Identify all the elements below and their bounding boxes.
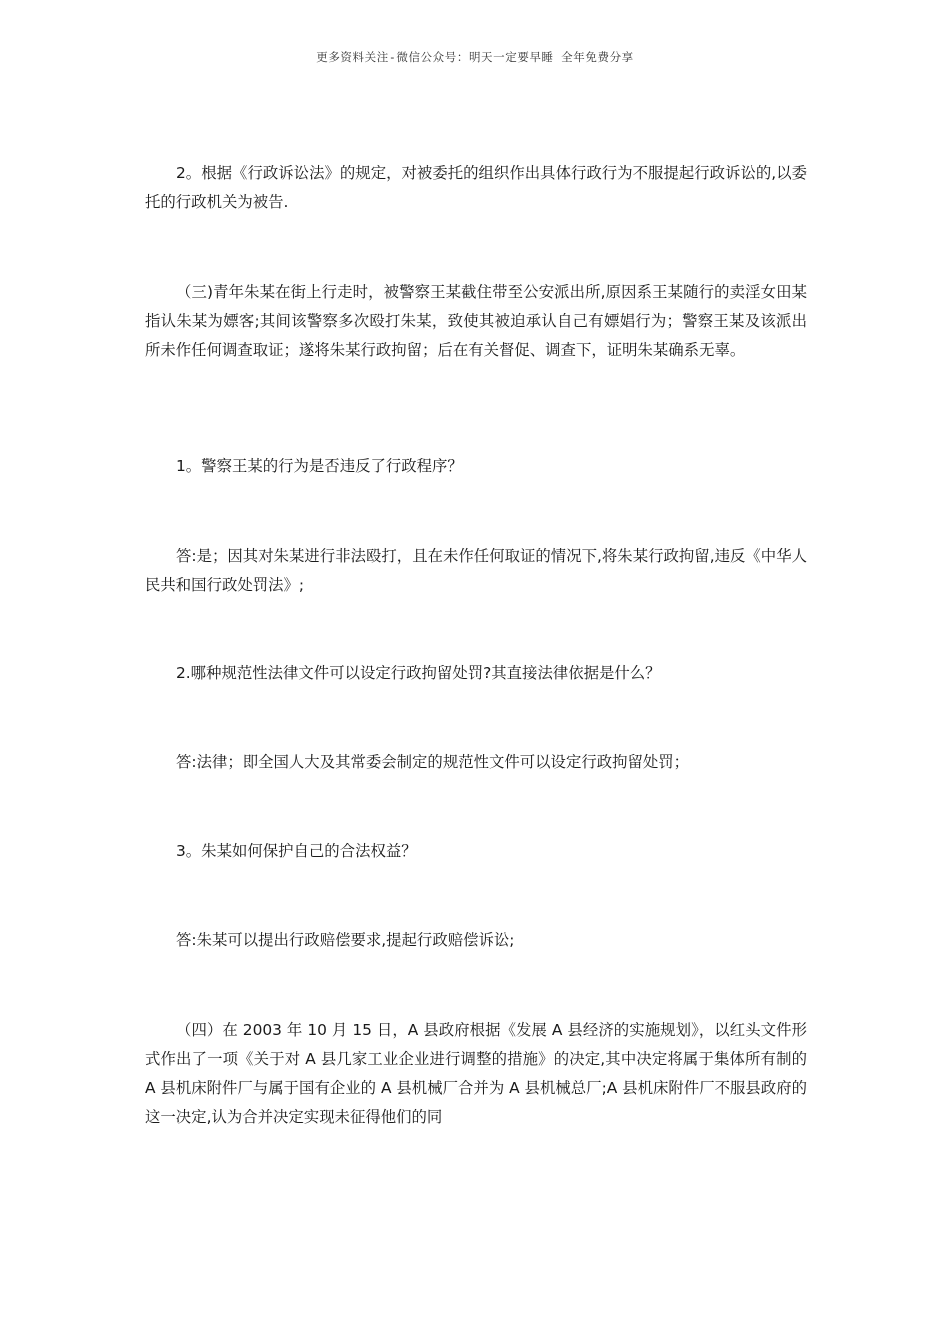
paragraph-question-1: 1。警察王某的行为是否违反了行政程序？ — [176, 457, 463, 475]
paragraph-question-3: 3。朱某如何保护自己的合法权益？ — [176, 842, 417, 860]
paragraph-answer-1: 答:是；因其对朱某进行非法殴打，且在未作任何取证的情况下,将朱某行政拘留,违反《中华人民共和国行政处罚法》; — [145, 547, 807, 594]
paragraph-answer-3: 答:朱某可以提出行政赔偿要求,提起行政赔偿诉讼; — [176, 931, 515, 949]
paragraph-defendant-rule: 2。根据《行政诉讼法》的规定，对被委托的组织作出具体行政行为不服提起行政诉讼的,以委托的行政机关为被告. — [145, 164, 807, 211]
paragraph-answer-2: 答:法律；即全国人大及其常委会制定的规范性文件可以设定行政拘留处罚； — [176, 753, 690, 771]
paragraph-question-2: 2.哪种规范性法律文件可以设定行政拘留处罚?其直接法律依据是什么？ — [176, 664, 661, 682]
page-header-watermark: 更多资料关注-微信公众号：明天一定要早睡 全年免费分享 — [316, 50, 634, 64]
paragraph-case-four: （四）在 2003 年 10 月 15 日，A 县政府根据《发展 A 县经济的实施规划》，以红头文件形式作出了一项《关于对 A 县几家工业企业进行调整的措施》的决定,其中决定将属于集体所有制的 A 县机床附件厂与属于国有企业的 A 县机械厂合并为 A 县机械总厂;A 县机床附件厂不服县政府的这一决定,认为合并决定实现未征得他们的同 — [145, 1021, 807, 1126]
paragraph-case-three: （三)青年朱某在街上行走时，被警察王某截住带至公安派出所,原因系王某随行的卖淫女田某指认朱某为嫖客;其间该警察多次殴打朱某，致使其被迫承认自己有嫖娼行为；警察王某及该派出所未作任何调查取证；遂将朱某行政拘留；后在有关督促、调查下，证明朱某确系无辜。 — [145, 283, 807, 359]
